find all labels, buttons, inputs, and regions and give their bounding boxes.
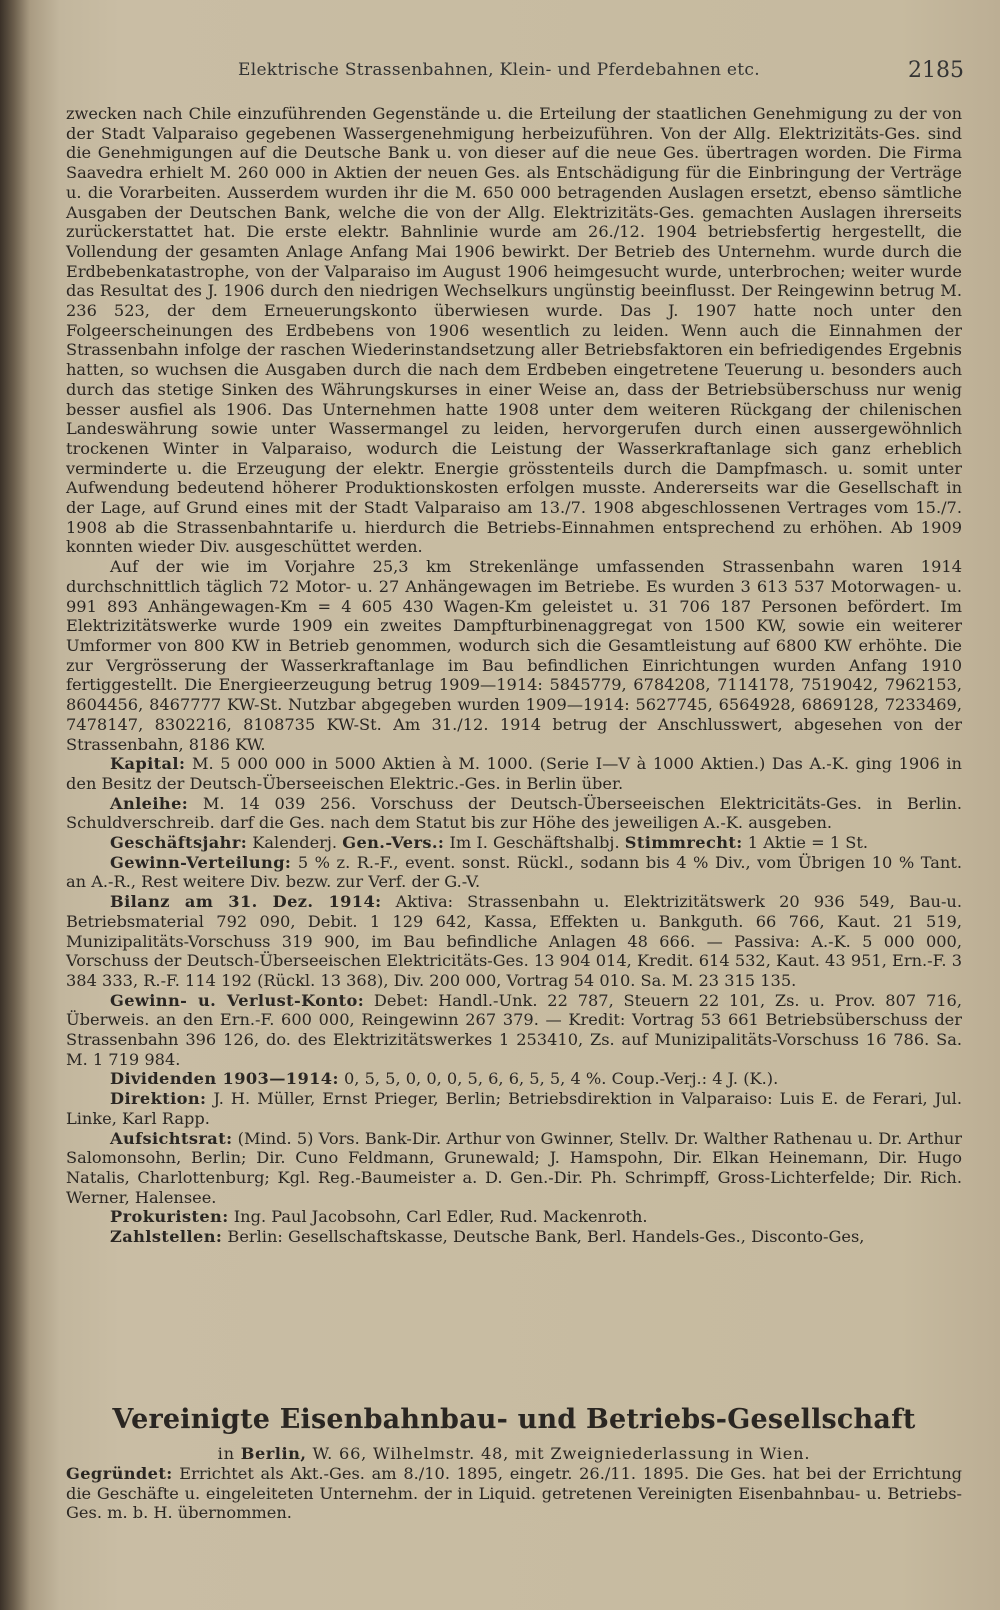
direktion-text: J. H. Müller, Ernst Prieger, Berlin; Betriebsdirektion in Valparaiso: Luis E. de Ferari, Jul. Linke, Karl Rapp. [66,1089,962,1128]
location-city: Berlin, [240,1444,307,1463]
section-prokuristen [66,1207,962,1227]
gegruendet-text: Errichtet als Akt.-Ges. am 8./10. 1895, eingetr. 26./11. 1895. Die Ges. hat bei der Errichtung die Geschäfte u. eingeleiteten Unternehm. der in Liquid. getretenen Vereinigten Eisenbahnbau- u. Betriebs-Ges. m. b. H. übernommen. [66,1463,962,1523]
company-heading: Vereinigte Eisenbahnbau- und Betriebs-Gesellschaft [112,1404,916,1435]
bilanz-label: Bilanz am 31. Dez. 1914: [110,892,382,912]
section-anleihe [66,794,962,833]
section-direktion [66,1089,962,1128]
zahlstellen-text: Berlin: Gesellschaftskasse, Deutsche Bank, Berl. Handels-Ges., Disconto-Ges, [227,1227,865,1247]
zahlstellen-label: Zahlstellen: [110,1227,223,1247]
anleihe-label: Anleihe: [110,793,189,813]
section-zahlstellen [66,1227,962,1247]
direktion-label: Direktion: [110,1089,207,1109]
kapital-label: Kapital: [110,754,186,774]
guv-label: Gewinn- u. Verlust-Konto: [110,990,365,1010]
page-header [68,58,968,88]
section-bilanz [66,892,962,991]
company-location [66,1444,962,1464]
stimmrecht-text: 1 Aktie = 1 St. [747,833,869,853]
aufsichtsrat-text: (Mind. 5) Vors. Bank-Dir. Arthur von Gwinner, Stellv. Dr. Walther Rathenau u. Dr. Arthur Salomonsohn, Berlin; Dir. Cuno Feldmann, Grunewald; J. Hamspohn, Dir. Elkan Heinemann, Dir. Hugo Natalis, Charlottenburg; Kgl. Reg.-Baumeister a. D. Gen.-Dir. Ph. Schrimpff, Gross-Lichterfelde; Dir. Rich. Werner, Halensee. [66,1128,962,1207]
dividenden-label: Dividenden 1903—1914: [110,1069,339,1089]
genvers-text: Im I. Geschäftshalbj. [449,833,620,853]
section-kapital [66,754,962,793]
paragraph-history: zwecken nach Chile einzuführenden Gegenstände u. die Erteilung der staatlichen Genehmigung zu der von der Stadt Valparaiso gegebenen Wassergenehmigung herbeizuführen. Von der Allg. Elektrizitäts-Ges. sind die Genehmigungen auf die Deutsche Bank u. von dieser auf die neue Ges. übertragen worden. Die Firma Saavedra erhielt M. 260 000 in Aktien der neuen Ges. als Entschädigung für die Einbringung der Verträge u. die Vorarbeiten. Ausserdem wurden ihr die M. 650 000 betragenden Auslagen ersetzt, ebenso sämtliche Ausgaben der Deutschen Bank, welche die von der Allg. Elektrizitäts-Ges. gemachten Auslagen ihrerseits zurückerstattet hat. Die erste elektr. Bahnlinie wurde am 26./12. 1904 betriebsfertig hergestellt, die Vollendung der gesamten Anlage Anfang Mai 1906 bewirkt. Der Betrieb des Unternehm. wurde durch die Erdbebenkatastrophe, von der Valparaiso im August 1906 heimgesucht wurde, unterbrochen; weiter wurde das Resultat des J. 1906 durch den niedrigen Wechselkurs ungünstig beeinflusst. Der Reingewinn betrug M. 236 523, der dem Erneuerungskonto überwiesen wurde. Das J. 1907 hatte noch unter den Folgeerscheinungen des Erdbebens von 1906 wesentlich zu leiden. Wenn auch die Einnahmen der Strassenbahn infolge der raschen Wiederinstandsetzung aller Betriebsfaktoren ein befriedigendes Ergebnis hatten, so wuchsen die Ausgaben durch die nach dem Erdbeben eingetretene Teuerung u. besonders auch durch das stetige Sinken des Währungskurses in einer Weise an, dass der Betriebsüberschuss nur wenig besser ausfiel als 1906. Das Unternehmen hatte 1908 unter dem weiteren Rückgang der chilenischen Landeswährung sowie unter Wassermangel zu leiden, hervorgerufen durch einen aussergewöhnlich trockenen Winter in Valparaiso, wodurch die Leistung der Wasserkraftanlage sich ganz erheblich verminderte u. die Erzeugung der elektr. Energie grösstenteils durch die Dampfmasch. u. somit unter Aufwendung bedeutend höherer Produktionskosten erfolgen musste. Andererseits war die Gesellschaft in der Lage, auf Grund eines mit der Stadt Valparaiso am 13./7. 1908 abgeschlossenen Vertrages vom 15./7. 1908 ab die Strassenbahntarife u. hierdurch die Betriebs-Einnahmen entsprechend zu erhöhen. Ab 1909 konnten wieder Div. ausgeschüttet werden. [66,104,962,557]
gegruendet-label: Gegründet: [66,1463,173,1483]
page-number: 2185 [908,58,964,83]
geschaeftsjahr-label: Geschäftsjahr: [110,833,248,853]
section-gegruendet [66,1464,962,1523]
genvers-label: Gen.-Vers.: [342,833,445,853]
bilanz-text: Aktiva: Strassenbahn u. Elektrizitätswerk 20 936 549, Bau-u. Betriebsmaterial 792 090, Debit. 1 129 642, Kassa, Effekten u. Bankguth. 66 766, Kaut. 21 519, Munizipalitäts-Vorschuss 319 900, im Bau befindliche Anlagen 48 666. — Passiva: A.-K. 5 000 000, Vorschuss der Deutsch-Überseeischen Elektricitäts-Ges. 13 904 014, Kredit. 614 532, Kaut. 43 951, Ern.-F. 3 384 333, R.-F. 114 192 (Rückl. 13 368), Div. 200 000, Vortrag 54 010. Sa. M. 23 315 135. [66,892,963,990]
paragraph-operations: Auf der wie im Vorjahre 25,3 km Strekenlänge umfassenden Strassenbahn waren 1914 durchschnittlich täglich 72 Motor- u. 27 Anhängewagen im Betriebe. Es wurden 3 613 537 Motorwagen- u. 991 893 Anhängewagen-Km = 4 605 430 Wagen-Km geleistet u. 31 706 187 Personen befördert. Im Elektrizitätswerke wurde 1909 ein zweites Dampfturbinenaggregat von 1500 KW, sowie ein weiterer Umformer von 800 KW in Betrieb genommen, wodurch sich die Gesamtleistung auf 6800 KW erhöhte. Die zur Vergrösserung der Wasserkraftanlage im Bau befindlichen Einrichtungen wurden Anfang 1910 fertiggestellt. Die Energieerzeugung betrug 1909—1914: 5845779, 6784208, 7114178, 7519042, 7962153, 8604456, 8467777 KW-St. Nutzbar abgegeben wurden 1909—1914: 5627745, 6564928, 6869128, 7233469, 7478147, 8302216, 8108735 KW-St. Am 31./12. 1914 betrug der Anschlusswert, abgesehen von der Strassenbahn, 8186 KW. [66,557,962,754]
section-dividenden [66,1069,962,1089]
stimmrecht-label: Stimmrecht: [624,833,743,853]
gewinnverteilung-label: Gewinn-Verteilung: [110,852,292,872]
aufsichtsrat-label: Aufsichtsrat: [110,1128,233,1148]
prokuristen-label: Prokuristen: [110,1207,229,1227]
location-prefix: in [217,1444,235,1463]
main-text [66,104,962,1247]
section-gewinnverteilung [66,853,962,892]
guv-text: Debet: Handl.-Unk. 22 787, Steuern 22 101, Zs. u. Prov. 807 716, Überweis. an den Ern.-F. 600 000, Reingewinn 267 379. — Kredit: Vortrag 53 661 Betriebsüberschuss der Strassenbahn 396 126, do. des Elektrizitätswerkes 1 253410, Zs. auf Munizipalitäts-Vorschuss 16 786. Sa. M. 1 719 984. [66,990,962,1069]
dividenden-text: 0, 5, 5, 0, 0, 0, 5, 6, 6, 5, 5, 4 %. Coup.-Verj.: 4 J. (K.). [343,1069,779,1089]
prokuristen-text: Ing. Paul Jacobsohn, Carl Edler, Rud. Mackenroth. [233,1207,648,1227]
running-title: Elektrische Strassenbahnen, Klein- und Pferdebahnen etc. [238,60,760,80]
gewinnverteilung-text: 5 % z. R.-F., event. sonst. Rückl., sodann bis 4 % Div., vom Übrigen 10 % Tant. an A.-R., Rest weitere Div. bezw. zur Verf. der G.-V. [66,852,962,892]
section-geschaeftsjahr [66,833,962,853]
section-guv [66,991,962,1070]
location-text: W. 66, Wilhelmstr. 48, mit Zweigniederlassung in Wien. [312,1444,811,1463]
kapital-text: M. 5 000 000 in 5000 Aktien à M. 1000. (Serie I—V à 1000 Aktien.) Das A.-K. ging 1906 in den Besitz der Deutsch-Überseeischen Elektric.-Ges. in Berlin über. [66,754,962,793]
section-aufsichtsrat [66,1129,962,1208]
anleihe-text: M. 14 039 256. Vorschuss der Deutsch-Überseeischen Elektricitäts-Ges. in Berlin. Schuldverschreib. darf die Ges. nach dem Statut bis zur Höhe des jeweiligen A.-K. ausgeben. [66,793,962,833]
geschaeftsjahr-text: Kalenderj. [252,833,338,853]
next-entry-text [66,1444,962,1523]
